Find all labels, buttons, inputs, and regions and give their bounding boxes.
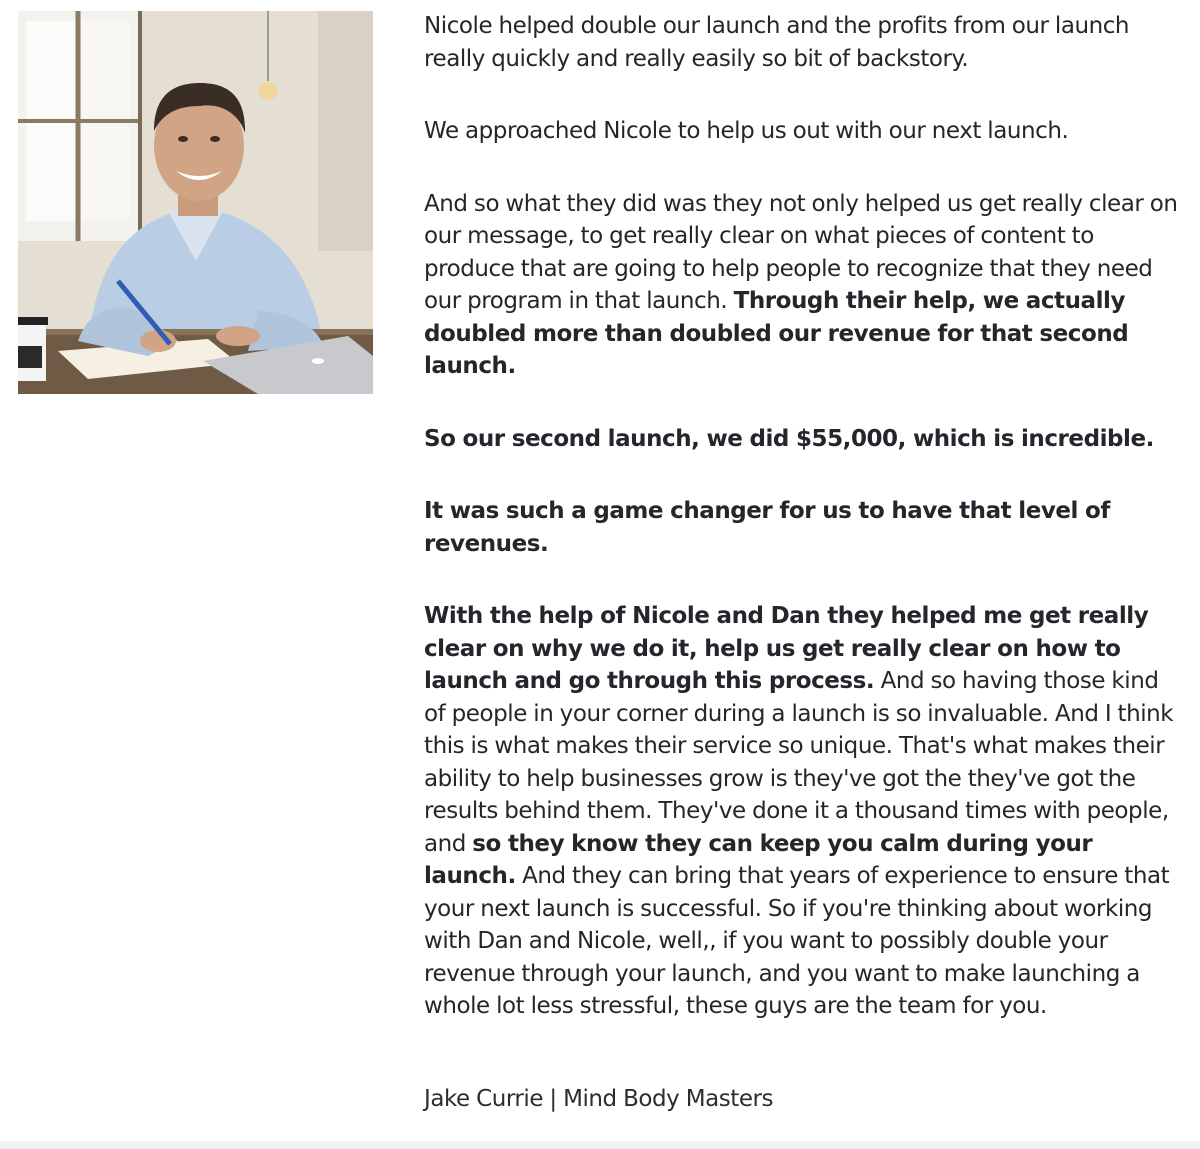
testimonial-paragraph	[424, 495, 1186, 560]
testimonial-photo	[18, 11, 373, 394]
emphasis-text: so they know they can keep you calm during your launch.	[424, 830, 1093, 889]
footer-divider	[0, 1141, 1200, 1149]
body-text: And so what they did was they not only helped us get really clear on our message, to get really clear on what pieces of content to produce that are going to help people to recognize that they need our program in that launch.	[424, 190, 1178, 314]
body-text: And they can bring that years of experience to ensure that your next launch is successful. So if you're thinking about working with Dan and Nicole, well,, if you want to possibly double your revenue through your launch, and you want to make launching a whole lot less stressful, these guys are the team for you.	[424, 863, 1170, 1019]
testimonial-paragraph	[424, 423, 1186, 456]
testimonial-body	[424, 10, 1186, 1063]
testimonial-attribution: Jake Currie | Mind Body Masters	[424, 1086, 774, 1112]
emphasis-text: It was such a game changer for us to have that level of revenues.	[424, 498, 1110, 557]
emphasis-text: Through their help, we actually doubled more than doubled our revenue for that second launch.	[424, 288, 1129, 379]
testimonial-paragraph	[424, 115, 1186, 148]
testimonial-paragraph	[424, 10, 1186, 75]
emphasis-text: With the help of Nicole and Dan they helped me get really clear on why we do it, help us get really clear on how to launch and go through this process.	[424, 603, 1149, 694]
emphasis-text: So our second launch, we did $55,000, which is incredible.	[424, 425, 1154, 452]
body-text: We approached Nicole to help us out with our next launch.	[424, 118, 1069, 144]
body-text: And so having those kind of people in your corner during a launch is so invaluable. And I think this is what makes their service so unique. That's what makes their ability to help businesses grow is they've got the they've got the results behind them. They've done it a thousand times with people, and	[424, 668, 1174, 857]
testimonial-paragraph	[424, 600, 1186, 1023]
testimonial-paragraph	[424, 188, 1186, 383]
body-text: Nicole helped double our launch and the profits from our launch really quickly and really easily so bit of backstory.	[424, 13, 1130, 72]
